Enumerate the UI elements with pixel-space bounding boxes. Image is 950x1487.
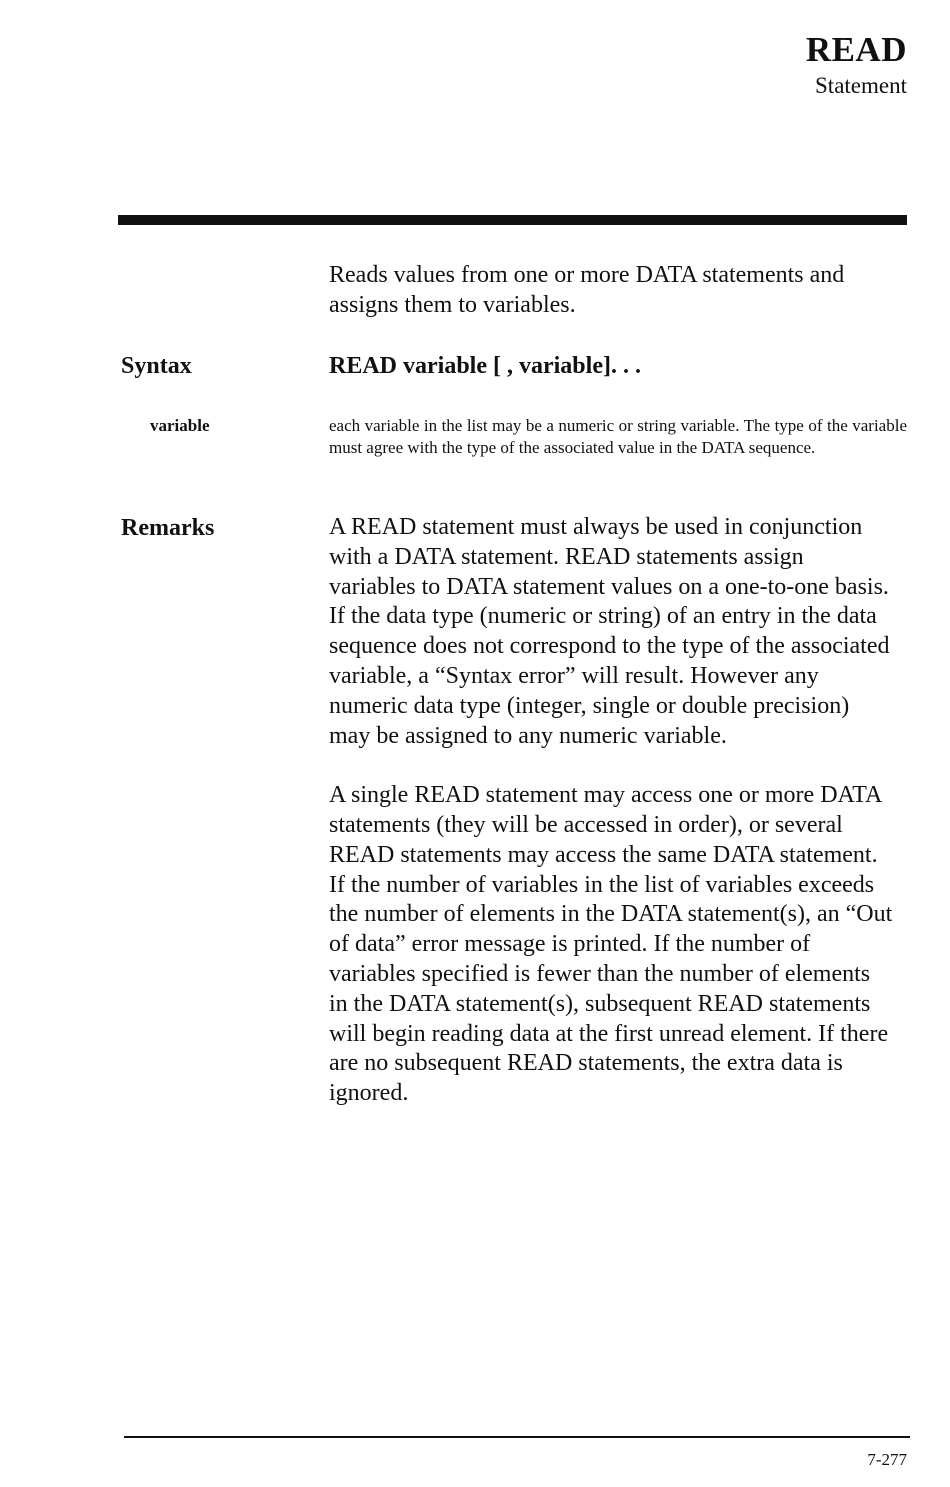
- remarks-paragraph: A single READ statement may access one or more DATA statements (they will be accessed in order), or several READ statements may access the same DATA statement. If the number of variables in the list of variables exceeds the number of elements in the DATA statement(s), an “Out of data” error message is printed. If the number of variables specified is fewer than the number of elements in the DATA statement(s), subsequent READ statements will begin reading data at the first unread element. If there are no subsequent READ statements, the extra data is ignored.: [329, 782, 893, 1107]
- syntax-line: READ variable [ , variable]. . .: [329, 353, 641, 379]
- syntax-label: Syntax: [121, 353, 192, 379]
- page-subtitle: Statement: [815, 73, 907, 98]
- remarks-body: [329, 513, 894, 1109]
- remarks-paragraph: A READ statement must always be used in conjunction with a DATA statement. READ statements assign variables to DATA statement values on a one-to-one basis. If the data type (numeric or string) of an entry in the data sequence does not correspond to the type of the associated variable, a “Syntax error” will result. However any numeric data type (integer, single or double precision) may be assigned to any numeric variable.: [329, 514, 890, 749]
- parameter-name: variable: [150, 416, 210, 435]
- intro-description: Reads values from one or more DATA statements and assigns them to variables.: [329, 262, 845, 318]
- parameter-description: each variable in the list may be a numeric or string variable. The type of the variable must agree with the type of the associated value in the DATA sequence.: [329, 416, 907, 457]
- remarks-label: Remarks: [121, 515, 215, 541]
- page-number: 7-277: [867, 1450, 907, 1469]
- bottom-rule-divider: [124, 1436, 910, 1438]
- top-rule-divider: [118, 215, 907, 225]
- page-title: READ: [805, 30, 907, 69]
